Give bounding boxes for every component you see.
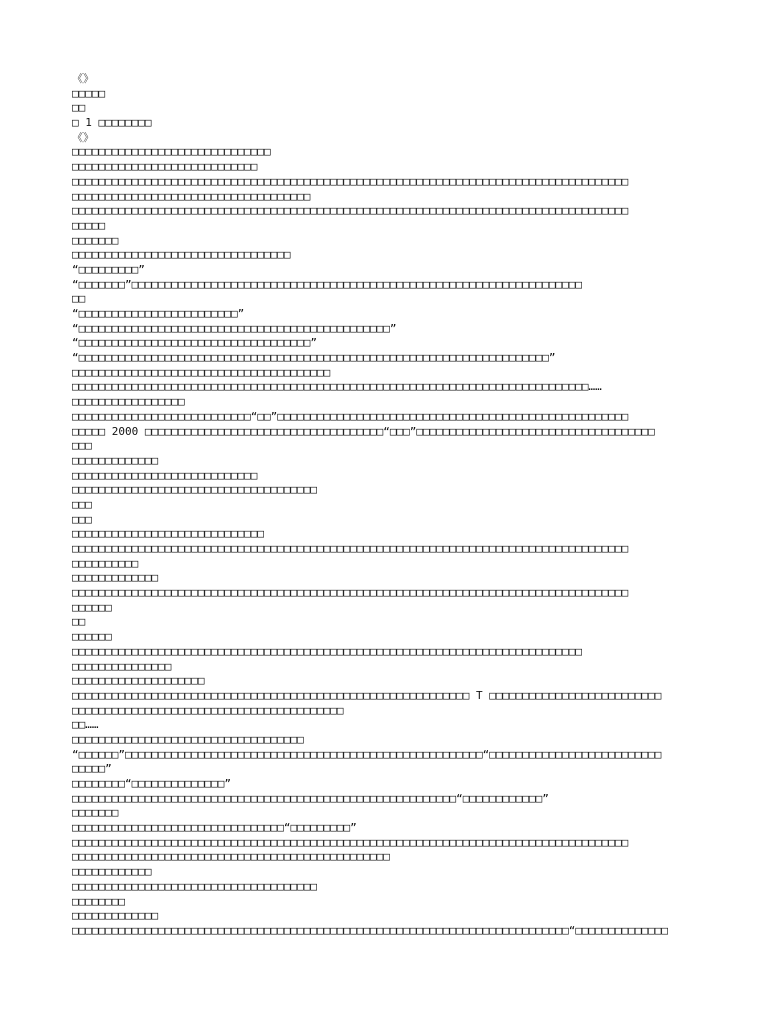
text-line: □□□□□□□□□□□□□□□□□□□□□□□□□□□□□□□□□□□□□□□□□□□□□□□□□□□□□□□□□□□□□□□□□□□□□□□□□□□□□□□□□□□□ bbox=[72, 586, 629, 600]
text-line: □□□□□□□□□□□□□□□□□□□□□□□□□□□□□□□□□□□□□□□ bbox=[72, 365, 331, 379]
text-line: □□□□□□□ bbox=[72, 806, 119, 820]
text-line: □□□□□□□□□□□□□□□□□□□□□□□□□□□□□□□□“□□□□□□□□□” bbox=[72, 821, 357, 835]
text-line: “□□□□□□□□□□□□□□□□□□□□□□□□□□□□□□□□□□□” bbox=[72, 336, 318, 350]
text-line: □□□□□□□□□□□□ bbox=[72, 865, 152, 879]
text-line: □□□ bbox=[72, 497, 92, 511]
text-line: □□…… bbox=[72, 718, 99, 732]
text-line: □□□□□□□ bbox=[72, 233, 119, 247]
text-line: □□□□□□□□□□□□□□□□□ bbox=[72, 395, 185, 409]
text-line: □□□□□□□□□□ bbox=[72, 556, 139, 570]
text-line: 《》 bbox=[72, 130, 94, 144]
text-line: “□□□□□□□□□” bbox=[72, 262, 145, 276]
text-line: □□□□□□□□□□□□□□□□□□□□□□□□□□□□□□□□□□□□□□□□□□□□□□□□□□□□□□□□□□□□□□□□□□□□□□□□□□□□□□□□□□□□ bbox=[72, 835, 629, 849]
text-line: □□□□□ 2000 □□□□□□□□□□□□□□□□□□□□□□□□□□□□□□□□□□□□“□□□”□□□□□□□□□□□□□□□□□□□□□□□□□□□□□□□□□□□□ bbox=[72, 424, 655, 438]
text-line: □□□□□□□□□□□□□□□□□□□□□□□□□□□□□□□□□□□□□ bbox=[72, 483, 318, 497]
text-line: “□□□□□□□□□□□□□□□□□□□□□□□□” bbox=[72, 307, 245, 320]
text-line: “□□□□□□□□□□□□□□□□□□□□□□□□□□□□□□□□□□□□□□□□□□□□□□□□□□□□□□□□□□□□□□□□□□□□□□□” bbox=[72, 351, 556, 365]
text-line: □□□□□□□□□□□□□□□□□□□□□□□□□□□□□□□□□□□ bbox=[72, 732, 304, 746]
text-line: □□□□□□□□□□□□□□□□□□□□□□□□□□□□□□□□□□□□ bbox=[72, 189, 311, 203]
text-line: □□ bbox=[72, 292, 86, 306]
text-line: □□□ bbox=[72, 512, 92, 526]
text-line: □□□□□ bbox=[72, 86, 106, 100]
text-line: □□□□□□□□□□□□□□□□□□□□□□□□□□□□□□□□□□□□□ bbox=[72, 879, 318, 893]
text-line: □□□□□□□□□□□□□□□□□□□□□□□□□□□□□□□□□□□□□□□□□□□□□□□□□□□□□□□□□□□□□□□□□□□□□□□□□□□□□□□□□□□□ bbox=[72, 542, 629, 555]
text-line: 《》 bbox=[72, 72, 94, 85]
text-line: □□□□□□□□□□□□□ bbox=[72, 453, 159, 467]
text-line: □□□□□□ bbox=[72, 630, 112, 644]
text-line: □□□□□□□□□□□□□□□□□□□□□□□□□□□□□□□□□□□□□□□□□□□□□□□□□□□□□□□□□□□□□□□□□□□□□□□□□□□□□□□□□□□□ bbox=[72, 174, 629, 188]
text-line: □ 1 □□□□□□□□ bbox=[72, 116, 152, 130]
text-line: □□□□□□□□□□□□□□□□□□□□□□□□□□□□□□□□□□□□□□□□□□□□□□□□□□□□□□□□□□□□□□□□□□□□□□□□□□□□□□□□□□□□ bbox=[72, 204, 629, 218]
text-line: □□□□□□□□□□□□□□□□□□□□□□□□□□□□□□ bbox=[72, 145, 271, 159]
text-line: “□□□□□□□”□□□□□□□□□□□□□□□□□□□□□□□□□□□□□□□□□□□□□□□□□□□□□□□□□□□□□□□□□□□□□□□□□□□□ bbox=[72, 277, 582, 291]
text-line: □□□□□□□□□□□□□□□□□□□□□□□□□□□□□□□□□□□□□□□□□□□□□□□□ bbox=[72, 850, 390, 864]
text-line: □□□□□□□□□□□□□□□□□□□□□□□□□□□□ bbox=[72, 468, 258, 482]
document-page bbox=[72, 72, 698, 952]
text-line: □□□□□□□□“□□□□□□□□□□□□□□” bbox=[72, 777, 231, 790]
text-line: □□□□□□□□□□□□□ bbox=[72, 909, 159, 923]
text-line: □□ bbox=[72, 615, 86, 629]
text-line: □□□□□” bbox=[72, 762, 112, 776]
text-line: □□□□□□□□□□□□□□□□□□□□ bbox=[72, 674, 205, 688]
text-line: □□□□□□□□□□□□□□□□□□□□□□□□□□□□□□□□□□□□□□□□□□□□□□□□□□□□□□□□□□□□□□□□□□□□□□□□□□□□□ bbox=[72, 644, 582, 658]
text-line: □□□□□□□□□□□□□□□□□□□□□□□□□□□□□□□□□ bbox=[72, 248, 291, 262]
text-line: □□□□□□ bbox=[72, 600, 112, 614]
text-line: □□□□□□□□□□□□□□□□□□□□□□□□□□□□□□□□□□□□□□□□□□□□□□□□□□□□□□□□□□□□□□□□□□□□□□□□□□□“□□□□□□□□□□□□□□ bbox=[72, 923, 669, 937]
text-line: □□ bbox=[72, 101, 86, 115]
text-line: □□□□□□□□□□□□□□□□□□□□□□□□□□□□□ bbox=[72, 527, 265, 541]
text-line: “□□□□□□□□□□□□□□□□□□□□□□□□□□□□□□□□□□□□□□□□□□□□□□□” bbox=[72, 321, 397, 335]
text-line: □□□□□□□□□□□□□□□□□□□□□□□□□□□□ bbox=[72, 160, 258, 174]
text-line: “□□□□□□”□□□□□□□□□□□□□□□□□□□□□□□□□□□□□□□□□□□□□□□□□□□□□□□□□□□□□□“□□□□□□□□□□□□□□□□□□□□□□□□□□ bbox=[72, 747, 662, 761]
text-line: □□□□□□□□□□□□□□□□□□□□□□□□□□□“□□”□□□□□□□□□□□□□□□□□□□□□□□□□□□□□□□□□□□□□□□□□□□□□□□□□□□□□ bbox=[72, 409, 629, 423]
text-line: □□□□□□□□□□□□□□□ bbox=[72, 659, 172, 673]
text-line: □□□ bbox=[72, 439, 92, 453]
text-line: □□□□□ bbox=[72, 218, 106, 232]
text-line: □□□□□□□□□□□□□□□□□□□□□□□□□□□□□□□□□□□□□□□□□ bbox=[72, 703, 344, 717]
text-line: □□□□□□□□□□□□□□□□□□□□□□□□□□□□□□□□□□□□□□□□□□□□□□□□□□□□□□□□□□□□ T □□□□□□□□□□□□□□□□□□□□□□□□□□ bbox=[72, 688, 662, 702]
text-line: □□□□□□□□ bbox=[72, 894, 125, 908]
text-line: □□□□□□□□□□□□□ bbox=[72, 571, 159, 585]
text-line: □□□□□□□□□□□□□□□□□□□□□□□□□□□□□□□□□□□□□□□□□□□□□□□□□□□□□□□□□□“□□□□□□□□□□□□” bbox=[72, 791, 549, 805]
text-line: □□□□□□□□□□□□□□□□□□□□□□□□□□□□□□□□□□□□□□□□□□□□□□□□□□□□□□□□□□□□□□□□□□□□□□□□□□□□□□…… bbox=[72, 380, 602, 394]
